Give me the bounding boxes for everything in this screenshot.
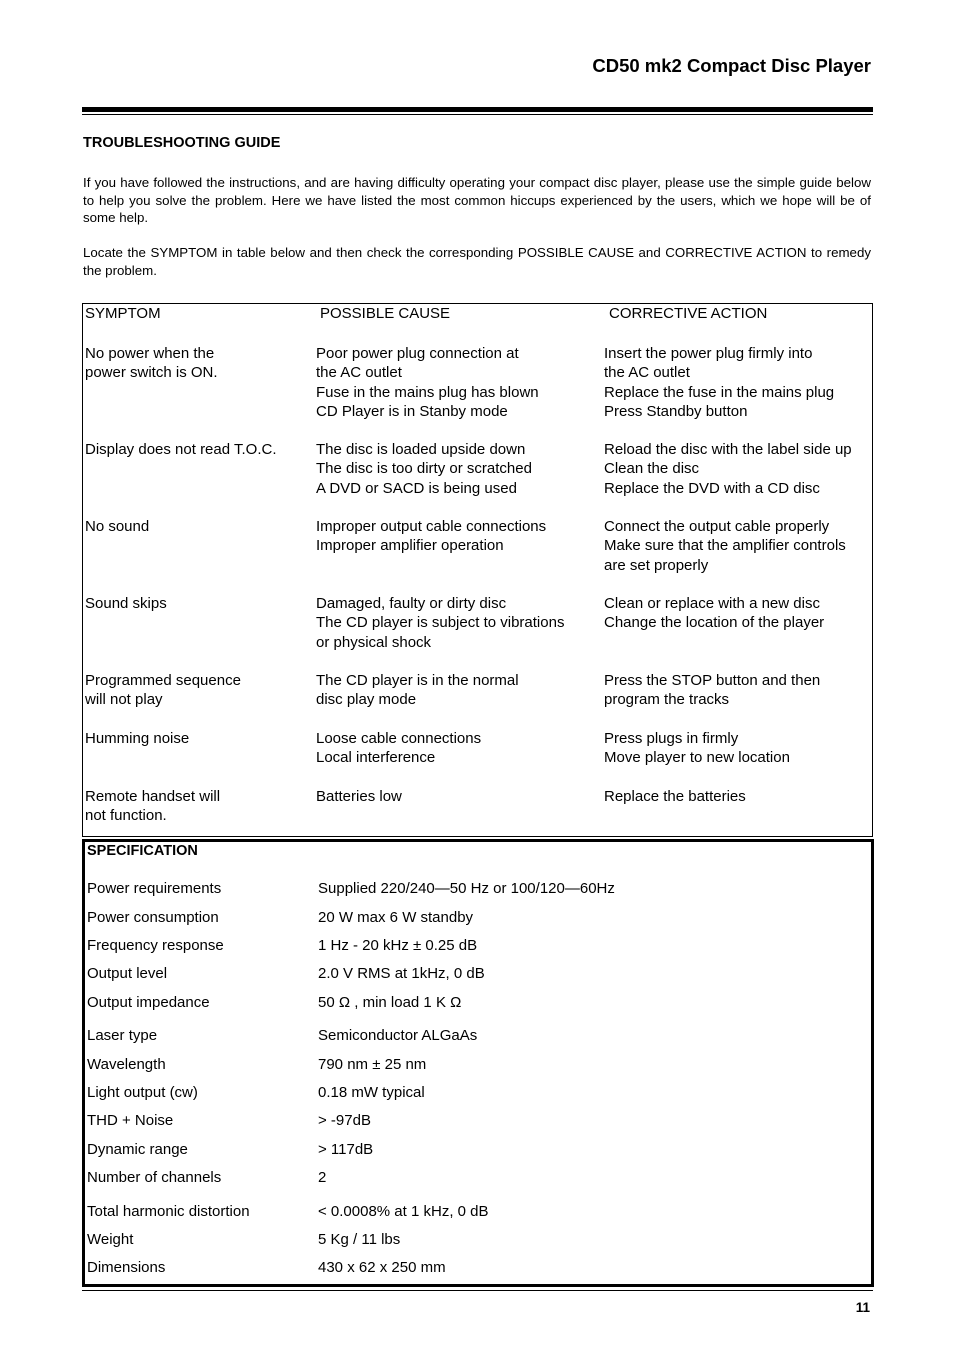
- spec-value: 20 W max 6 W standby: [318, 909, 474, 926]
- spec-value: > 117dB: [318, 1141, 374, 1158]
- spec-value: Supplied 220/240—50 Hz or 100/120—60Hz: [318, 880, 615, 897]
- symptom-cell: Sound skips: [85, 595, 167, 612]
- header-rule-thin: [82, 114, 873, 115]
- spec-label: Weight: [87, 1231, 134, 1248]
- spec-label: Wavelength: [87, 1056, 166, 1073]
- spec-value: Semiconductor ALGaAs: [318, 1027, 478, 1044]
- spec-value: > -97dB: [318, 1112, 371, 1129]
- spec-value: 430 x 62 x 250 mm: [318, 1259, 446, 1276]
- header-symptom: SYMPTOM: [85, 305, 161, 322]
- action-cell: Connect the output cable properly Make sure that the amplifier controls are set properly: [604, 518, 846, 574]
- footer-rule: [82, 1290, 873, 1291]
- action-cell: Insert the power plug firmly into the AC outlet Replace the fuse in the mains plug Press Standby button: [604, 345, 835, 420]
- action-cell: Reload the disc with the label side up Clean the disc Replace the DVD with a CD disc: [604, 441, 852, 497]
- spec-label: Power requirements: [87, 880, 222, 897]
- cause-cell: Poor power plug connection at the AC outlet Fuse in the mains plug has blown CD Player is in Stanby mode: [316, 345, 539, 420]
- symptom-cell: Remote handset will not function.: [85, 788, 221, 825]
- symptom-cell: No power when the power switch is ON.: [85, 345, 218, 382]
- spec-label: Number of channels: [87, 1169, 222, 1186]
- action-cell: Press the STOP button and then program the tracks: [604, 672, 821, 709]
- cause-cell: Batteries low: [316, 788, 402, 805]
- page-title: CD50 mk2 Compact Disc Player: [592, 55, 871, 76]
- spec-label: Output level: [87, 965, 168, 982]
- header-rule-thick: [82, 107, 873, 112]
- spec-label: Dynamic range: [87, 1141, 188, 1158]
- spec-label: Laser type: [87, 1027, 158, 1044]
- cause-cell: Improper output cable connections Improper amplifier operation: [316, 518, 547, 555]
- intro-paragraph-2: Locate the SYMPTOM in table below and then check the corresponding POSSIBLE CAUSE and CORRECTIVE ACTION to remedy the problem.: [83, 245, 871, 278]
- cause-cell: The disc is loaded upside down The disc is too dirty or scratched A DVD or SACD is being used: [316, 441, 532, 497]
- specification-title: SPECIFICATION: [87, 843, 198, 859]
- symptom-cell: Humming noise: [85, 730, 190, 747]
- spec-value: 1 Hz - 20 kHz ± 0.25 dB: [318, 937, 478, 954]
- action-cell: Press plugs in firmly Move player to new location: [604, 730, 790, 767]
- action-cell: Replace the batteries: [604, 788, 746, 805]
- intro-paragraph-1: If you have followed the instructions, and are having difficulty operating your compact disc player, please use the simple guide below to help you solve the problem. Here we have listed the most common hiccups experienced by the users, which we hope will be of some help.: [83, 175, 871, 225]
- spec-label: Light output (cw): [87, 1084, 198, 1101]
- spec-value: 790 nm ± 25 nm: [318, 1056, 427, 1073]
- header-corrective-action: CORRECTIVE ACTION: [609, 305, 768, 322]
- spec-value: 0.18 mW typical: [318, 1084, 425, 1101]
- spec-value: 5 Kg / 11 lbs: [318, 1231, 401, 1248]
- symptom-cell: Display does not read T.O.C.: [85, 441, 277, 458]
- spec-label: Total harmonic distortion: [87, 1203, 250, 1220]
- spec-value: < 0.0008% at 1 kHz, 0 dB: [318, 1203, 489, 1220]
- action-cell: Clean or replace with a new disc Change the location of the player: [604, 595, 825, 632]
- spec-label: Dimensions: [87, 1259, 166, 1276]
- spec-value: 2.0 V RMS at 1kHz, 0 dB: [318, 965, 485, 982]
- page-number: 11: [855, 1300, 870, 1315]
- troubleshooting-table: [82, 303, 873, 837]
- cause-cell: The CD player is in the normal disc play mode: [316, 672, 519, 709]
- spec-value: 2: [318, 1169, 327, 1186]
- specification-table: [82, 839, 874, 1287]
- symptom-cell: Programmed sequence will not play: [85, 672, 241, 709]
- spec-label: Frequency response: [87, 937, 224, 954]
- cause-cell: Loose cable connections Local interference: [316, 730, 482, 767]
- symptom-cell: No sound: [85, 518, 150, 535]
- spec-label: THD + Noise: [87, 1112, 174, 1129]
- spec-label: Output impedance: [87, 994, 210, 1011]
- spec-value: 50 Ω , min load 1 K Ω: [318, 994, 462, 1011]
- header-possible-cause: POSSIBLE CAUSE: [320, 305, 451, 322]
- cause-cell: Damaged, faulty or dirty disc The CD player is subject to vibrations or physical shock: [316, 595, 565, 651]
- spec-label: Power consumption: [87, 909, 219, 926]
- troubleshooting-title: TROUBLESHOOTING GUIDE: [83, 135, 281, 151]
